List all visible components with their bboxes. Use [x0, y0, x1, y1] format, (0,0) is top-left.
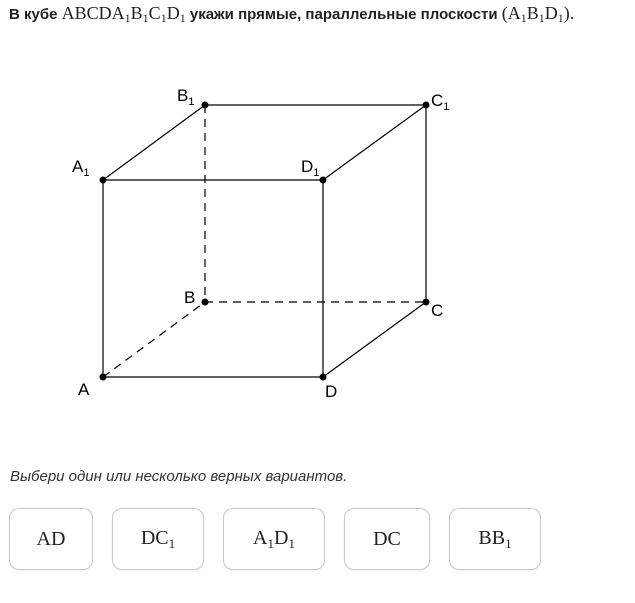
cube-name: $ABCDA_1B_1C_1D_1$ — [61, 3, 186, 25]
option-dc[interactable] — [344, 508, 430, 570]
question-prefix: В кубе — [9, 6, 58, 23]
label-a1: $A_1$ — [72, 157, 90, 179]
edge-c-d — [323, 302, 426, 377]
label-b: B — [184, 288, 196, 307]
label-c1: $C_1$ — [431, 91, 450, 113]
option-dc-label: DC — [373, 527, 401, 550]
option-bb1[interactable] — [449, 508, 541, 570]
label-a: A — [78, 380, 90, 399]
edge-c1-d1 — [323, 105, 426, 180]
option-a1d1-label: $A_1D_1$ — [253, 526, 295, 551]
point-d1 — [320, 177, 327, 184]
option-ad[interactable] — [9, 508, 93, 570]
option-dc1-label: $DC_1$ — [140, 526, 176, 551]
point-a — [100, 374, 107, 381]
answer-options — [0, 508, 635, 572]
option-a1d1[interactable] — [223, 508, 325, 570]
edge-a1-b1 — [103, 105, 205, 180]
option-dc1[interactable] — [112, 508, 204, 570]
instruction-text: Выбери один или несколько верных вариантов. — [10, 468, 348, 485]
point-b — [202, 299, 209, 306]
label-d1: $D_1$ — [301, 157, 320, 179]
option-bb1-label: $BB_1$ — [478, 526, 512, 551]
option-ad-label: AD — [36, 527, 66, 550]
point-a1 — [100, 177, 107, 184]
question-middle: укажи прямые, параллельные плоскости — [189, 6, 498, 23]
point-c — [423, 299, 430, 306]
point-d — [320, 374, 327, 381]
point-c1 — [423, 102, 430, 109]
point-b1 — [202, 102, 209, 109]
label-d: D — [325, 382, 338, 401]
label-c: C — [431, 301, 444, 320]
plane-name: $(A_1B_1D_1)$. — [501, 3, 575, 25]
label-b1: $B_1$ — [177, 86, 195, 108]
edge-a-b-hidden — [103, 302, 205, 377]
